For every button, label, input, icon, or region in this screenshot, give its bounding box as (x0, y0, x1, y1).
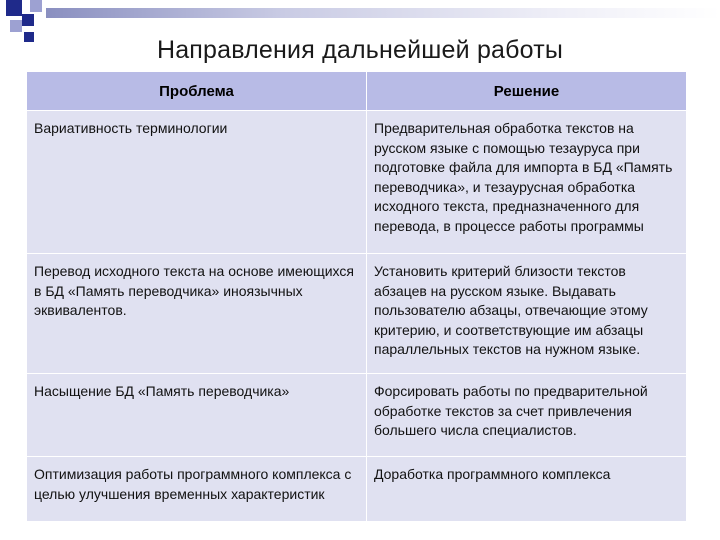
decor-square-dark-2 (22, 14, 34, 26)
column-header-problem: Проблема (27, 72, 367, 111)
header-gradient-bar (46, 8, 720, 18)
problem-cell: Насыщение БД «Память переводчика» (27, 374, 367, 457)
problem-cell: Вариативность терминологии (27, 111, 367, 254)
comparison-table (26, 71, 687, 522)
table-row (27, 374, 687, 457)
decor-square-light-1 (30, 0, 42, 12)
problem-cell: Перевод исходного текста на основе имеющихся в БД «Память переводчика» иноязычных эквивалентов. (27, 254, 367, 374)
page-title: Направления дальнейшей работы (156, 36, 564, 64)
table-row (27, 111, 687, 254)
problem-cell: Оптимизация работы программного комплекса с целью улучшения временных характеристик (27, 457, 367, 522)
table-row (27, 457, 687, 522)
solution-cell: Предварительная обработка текстов на русском языке с помощью тезауруса при подготовке файла для импорта в БД «Память переводчика», и тезаурусная обработка исходного текста, предназначенного для перевода, в процессе работы программы (367, 111, 687, 254)
decor-square-light-2 (10, 20, 22, 32)
solution-cell: Доработка программного комплекса (367, 457, 687, 522)
solution-cell: Установить критерий близости текстов абзацев на русском языке. Выдавать пользователю абзацы, отвечающие этому критерию, и соответствующие им абзацы параллельных текстов на нужном языке. (367, 254, 687, 374)
table-header-row (27, 72, 687, 111)
column-header-solution: Решение (367, 72, 687, 111)
table-row (27, 254, 687, 374)
decor-square-dark-1 (6, 0, 22, 16)
solution-cell: Форсировать работы по предварительной обработке текстов за счет привлечения большего числа специалистов. (367, 374, 687, 457)
